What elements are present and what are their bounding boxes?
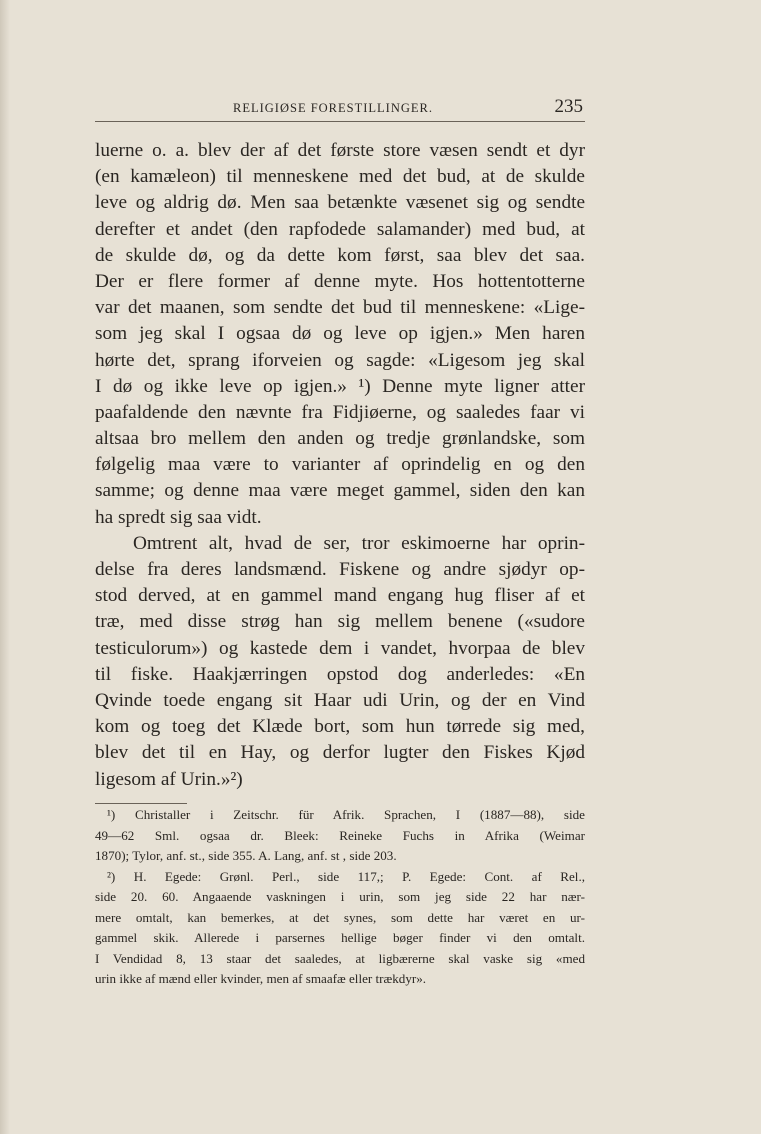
body-line: var det maanen, som sendte det bud til menneskene: «Lige- xyxy=(95,297,585,319)
body-line: hørte det, sprang iforveien og sagde: «Ligesom jeg skal xyxy=(95,349,585,371)
footnote-line: mere omtalt, kan bemerkes, at det synes, som dette har været en ur- xyxy=(95,909,585,925)
body-line: de skulde dø, og da dette kom først, saa blev det saa. xyxy=(95,244,585,266)
body-line: kom og toeg det Klæde bort, som hun tørrede sig med, xyxy=(95,716,585,738)
body-line: Omtrent alt, hvad de ser, tror eskimoerne har oprin- xyxy=(133,532,585,554)
body-line: ligesom af Urin.»²) xyxy=(95,768,243,790)
footnote-line: ¹) Christaller i Zeitschr. für Afrik. Sprachen, I (1887—88), side xyxy=(107,807,585,822)
footnote-rule xyxy=(95,803,187,804)
body-line: træ, med disse strøg han sig mellem benene («sudore xyxy=(95,611,585,633)
body-line: luerne o. a. blev der af det første store væsen sendt et dyr xyxy=(95,140,585,161)
running-title: RELIGIØSE FORESTILLINGER. xyxy=(233,101,433,115)
body-line: (en kamæleon) til menneskene med det bud, at de skulde xyxy=(95,166,585,188)
footnotes xyxy=(95,805,585,990)
body-line: testiculorum») og kastede dem i vandet, hvorpaa de blev xyxy=(95,637,585,659)
body-line: ha spredt sig saa vidt. xyxy=(95,506,262,528)
body-line: Der er flere former af denne myte. Hos hottentotterne xyxy=(95,270,585,292)
body-line: samme; og denne maa være meget gammel, siden den kan xyxy=(95,480,585,502)
body-line: blev det til en Hay, og derfor lugter den Fiskes Kjød xyxy=(95,742,585,764)
body-line: altsaa bro mellem den anden og tredje grønlandske, som xyxy=(95,428,585,450)
body-line: leve og aldrig dø. Men saa betænkte væsenet sig og sendte xyxy=(95,192,585,214)
footnote-line: 1870); Tylor, anf. st., side 355. A. Lang, anf. st , side 203. xyxy=(95,848,397,863)
footnote-line: urin ikke af mænd eller kvinder, men af smaafæ eller trækdyr». xyxy=(95,971,427,986)
footnote-line: 49—62 Sml. ogsaa dr. Bleek: Reineke Fuchs in Afrika (Weimar xyxy=(95,827,585,843)
body-line: Qvinde toede engang sit Haar udi Urin, og der en Vind xyxy=(95,689,585,711)
body-line: som jeg skal I ogsaa dø og leve op igjen.» Men haren xyxy=(95,323,585,345)
footnote-line: side 20. 60. Angaaende vaskningen i urin, som jeg side 22 har nær- xyxy=(95,889,585,904)
body-line: delse fra deres landsmænd. Fiskene og andre sjødyr op- xyxy=(95,559,585,580)
body-line: paafaldende den nævnte fra Fidjiøerne, og saaledes faar vi xyxy=(95,401,585,423)
body-line: til fiske. Haakjærringen opstod dog anderledes: «En xyxy=(95,663,585,685)
page-number: 235 xyxy=(554,96,583,117)
body-line: derefter et andet (den rapfodede salamander) med bud, at xyxy=(95,218,585,240)
page-header xyxy=(95,96,585,122)
body-line: følgelig maa være to varianter af oprindelig en og den xyxy=(95,454,585,476)
body-line: I dø og ikke leve op igjen.» ¹) Denne myte ligner atter xyxy=(95,375,585,397)
footnote-line: I Vendidad 8, 13 staar det saaledes, at ligbærerne skal vaske sig «med xyxy=(95,950,585,966)
body-text xyxy=(95,138,585,793)
footnote-line: ²) H. Egede: Grønl. Perl., side 117,; P. Egede: Cont. af Rel., xyxy=(107,868,585,884)
header-rule xyxy=(95,121,585,122)
page-edge-shadow xyxy=(0,0,10,1134)
body-line: stod derved, at en gammel mand engang hug fliser af et xyxy=(95,585,585,607)
footnote-line: gammel skik. Allerede i parsernes hellige bøger finder vi den omtalt. xyxy=(95,930,585,945)
